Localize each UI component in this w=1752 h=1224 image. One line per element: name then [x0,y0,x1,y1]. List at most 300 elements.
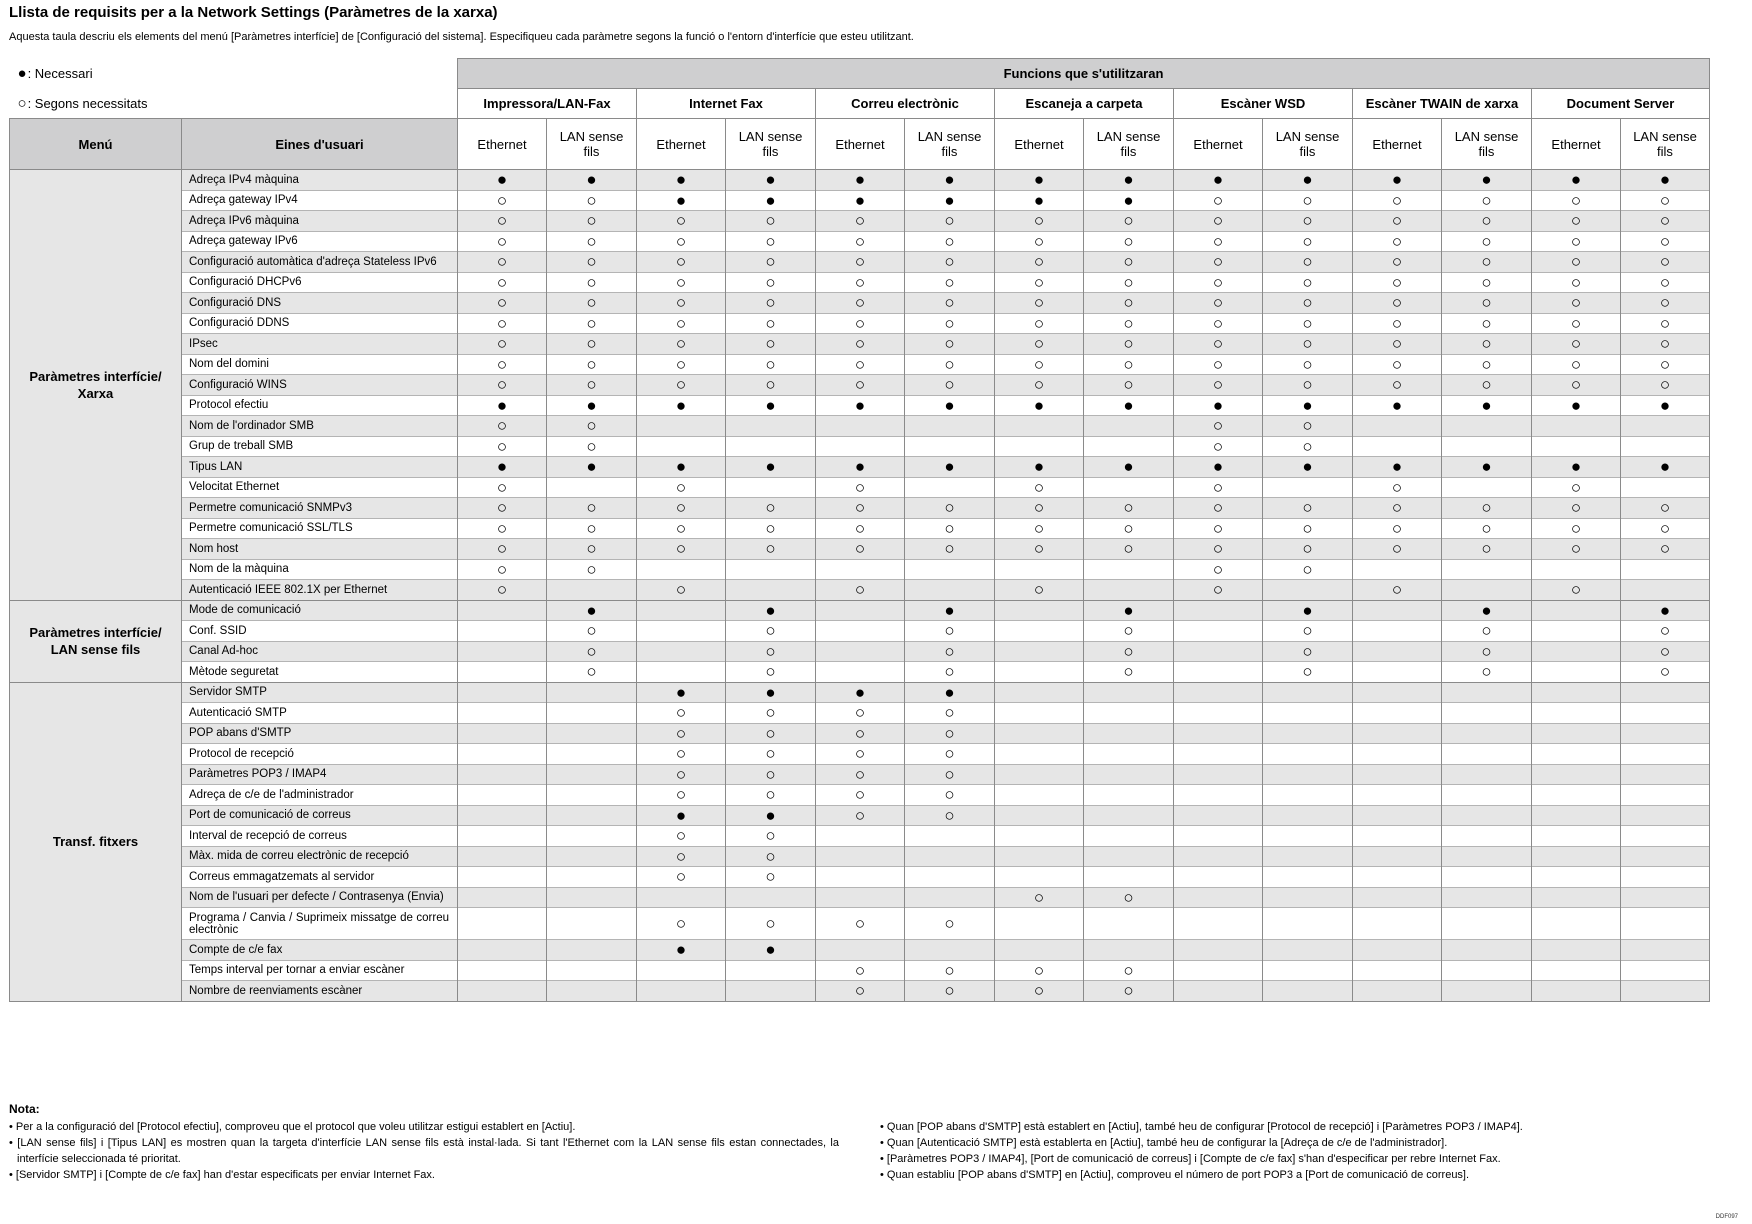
tool-cell: Adreça de c/e de l'administrador [182,785,458,806]
empty-cell [1621,867,1710,888]
empty-cell [1263,723,1353,744]
document-code: DDF097 [1715,1214,1738,1220]
function-header: Escàner WSD [1174,89,1353,119]
tool-cell: Nom de l'usuari per defecte / Contrasenya (Envia) [182,887,458,908]
optional-mark: ○ [905,313,995,334]
required-mark: ● [1263,170,1353,191]
empty-cell [995,621,1084,642]
optional-mark: ○ [637,580,726,601]
optional-mark: ○ [637,826,726,847]
empty-cell [547,703,637,724]
empty-cell [1174,621,1263,642]
optional-mark: ○ [637,211,726,232]
ethernet-subheader: Ethernet [458,119,547,170]
optional-mark: ○ [1353,518,1442,539]
optional-mark: ○ [816,313,905,334]
required-mark: ● [905,600,995,621]
empty-cell [1353,416,1442,437]
optional-mark: ○ [1084,252,1174,273]
optional-mark: ○ [1174,539,1263,560]
optional-mark: ○ [905,641,995,662]
optional-mark: ○ [905,252,995,273]
empty-cell [816,600,905,621]
optional-mark: ○ [1532,272,1621,293]
tool-cell: Màx. mida de correu electrònic de recepció [182,846,458,867]
optional-mark: ○ [1084,621,1174,642]
empty-cell [458,805,547,826]
empty-cell [1353,785,1442,806]
optional-mark: ○ [905,723,995,744]
optional-mark: ○ [726,272,816,293]
optional-mark: ○ [637,518,726,539]
empty-cell [1084,477,1174,498]
empty-cell [1084,908,1174,940]
empty-cell [1621,805,1710,826]
optional-mark: ○ [1353,580,1442,601]
notes-right-column [880,1119,1700,1183]
menu-column-header: Menú [10,119,182,170]
tool-cell: IPsec [182,334,458,355]
empty-cell [547,805,637,826]
optional-mark: ○ [1621,211,1710,232]
tool-cell: Conf. SSID [182,621,458,642]
table-row [10,805,1710,826]
empty-cell [1532,846,1621,867]
optional-mark: ○ [1532,518,1621,539]
empty-cell [905,940,995,961]
ethernet-subheader: Ethernet [816,119,905,170]
empty-cell [726,887,816,908]
table-row [10,940,1710,961]
empty-cell [1532,960,1621,981]
ethernet-subheader: Ethernet [995,119,1084,170]
table-row [10,621,1710,642]
optional-mark: ○ [458,313,547,334]
table-row [10,723,1710,744]
empty-cell [1532,908,1621,940]
optional-mark: ○ [726,375,816,396]
optional-mark: ○ [1532,231,1621,252]
required-mark: ● [995,457,1084,478]
tool-cell: Configuració DDNS [182,313,458,334]
empty-cell [1084,805,1174,826]
empty-cell [726,477,816,498]
required-mark: ● [1084,600,1174,621]
empty-cell [1621,477,1710,498]
function-header: Impressora/LAN-Fax [458,89,637,119]
empty-cell [637,600,726,621]
optional-mark: ○ [1174,272,1263,293]
optional-mark: ○ [816,908,905,940]
empty-cell [1621,764,1710,785]
optional-mark: ○ [637,723,726,744]
empty-cell [1174,867,1263,888]
optional-mark: ○ [1353,293,1442,314]
optional-mark: ○ [1174,354,1263,375]
empty-cell [816,867,905,888]
optional-mark: ○ [1353,498,1442,519]
table-row [10,375,1710,396]
optional-mark: ○ [995,293,1084,314]
optional-mark: ○ [1621,313,1710,334]
required-mark: ● [1174,457,1263,478]
empty-cell [1084,867,1174,888]
required-mark: ● [816,190,905,211]
optional-mark: ○ [1353,539,1442,560]
optional-mark: ○ [726,641,816,662]
tool-cell: Interval de recepció de correus [182,826,458,847]
optional-mark: ○ [905,539,995,560]
optional-mark: ○ [1532,293,1621,314]
empty-cell [995,641,1084,662]
ethernet-subheader: Ethernet [637,119,726,170]
required-mark: ● [1442,457,1532,478]
optional-mark: ○ [1532,477,1621,498]
empty-cell [1532,826,1621,847]
optional-mark: ○ [1532,313,1621,334]
optional-mark: ○ [1353,354,1442,375]
wireless-lan-subheader: LAN sense fils [1263,119,1353,170]
empty-cell [995,846,1084,867]
optional-mark: ○ [637,764,726,785]
tool-cell: Nombre de reenviaments escàner [182,981,458,1002]
optional-mark: ○ [1174,313,1263,334]
optional-mark: ○ [1442,334,1532,355]
empty-cell [1353,641,1442,662]
optional-mark: ○ [995,477,1084,498]
empty-cell [1532,682,1621,703]
required-mark: ● [637,940,726,961]
empty-cell [1442,477,1532,498]
empty-cell [458,960,547,981]
empty-cell [1263,826,1353,847]
optional-mark: ○ [637,231,726,252]
empty-cell [1621,559,1710,580]
optional-mark: ○ [1442,662,1532,683]
optional-mark: ○ [1442,539,1532,560]
empty-cell [637,960,726,981]
optional-mark: ○ [1174,334,1263,355]
empty-cell [547,826,637,847]
optional-mark: ○ [816,723,905,744]
optional-mark: ○ [726,826,816,847]
empty-cell [1621,744,1710,765]
required-mark: ● [816,170,905,191]
ethernet-subheader: Ethernet [1174,119,1263,170]
optional-mark: ○ [458,231,547,252]
optional-mark: ○ [726,231,816,252]
optional-mark: ○ [726,211,816,232]
wireless-lan-subheader: LAN sense fils [1084,119,1174,170]
optional-mark: ○ [1084,981,1174,1002]
tool-cell: Autenticació IEEE 802.1X per Ethernet [182,580,458,601]
empty-cell [905,477,995,498]
tool-cell: Grup de treball SMB [182,436,458,457]
optional-mark: ○ [995,518,1084,539]
optional-mark: ○ [547,375,637,396]
wireless-lan-subheader: LAN sense fils [547,119,637,170]
ethernet-subheader: Ethernet [1532,119,1621,170]
required-mark: ● [1532,170,1621,191]
optional-mark: ○ [816,744,905,765]
required-mark: ● [816,682,905,703]
required-mark: ● [1621,395,1710,416]
required-mark: ● [1442,170,1532,191]
table-row [10,211,1710,232]
tool-cell: Configuració DHCPv6 [182,272,458,293]
empty-cell [816,436,905,457]
empty-cell [1442,559,1532,580]
empty-cell [816,887,905,908]
optional-mark: ○ [995,313,1084,334]
empty-cell [995,682,1084,703]
optional-mark: ○ [547,190,637,211]
optional-mark: ○ [547,621,637,642]
empty-cell [1174,641,1263,662]
optional-mark: ○ [1442,211,1532,232]
optional-mark: ○ [995,539,1084,560]
empty-cell [1442,826,1532,847]
empty-cell [1353,960,1442,981]
optional-mark: ○ [547,518,637,539]
optional-mark: ○ [458,498,547,519]
table-row [10,826,1710,847]
empty-cell [1532,723,1621,744]
empty-cell [905,559,995,580]
empty-cell [726,960,816,981]
table-row [10,518,1710,539]
required-mark: ● [1084,170,1174,191]
empty-cell [547,981,637,1002]
optional-mark: ○ [905,662,995,683]
note-item: • Quan establiu [POP abans d'SMTP] en [Actiu], comproveu el número de port POP3 a [Port de comunicació de correus]. [880,1169,1470,1181]
optional-mark: ○ [458,252,547,273]
empty-cell [1442,723,1532,744]
optional-mark: ○ [995,354,1084,375]
note-item: • Quan [POP abans d'SMTP] està establert en [Actiu], també heu de configurar [Protocol de recepció] i [Paràmetres POP3 / IMAP4]. [880,1121,1523,1133]
optional-mark: ○ [905,211,995,232]
empty-cell [1084,682,1174,703]
optional-mark: ○ [816,211,905,232]
optional-mark: ○ [905,785,995,806]
empty-cell [1353,703,1442,724]
optional-mark: ○ [458,293,547,314]
optional-mark: ○ [816,231,905,252]
empty-cell [1442,436,1532,457]
optional-mark: ○ [547,436,637,457]
optional-mark: ○ [1532,211,1621,232]
empty-cell [1621,416,1710,437]
optional-mark: ○ [816,293,905,314]
optional-mark: ○ [905,375,995,396]
optional-mark: ○ [1621,375,1710,396]
table-row [10,436,1710,457]
optional-mark: ○ [458,436,547,457]
empty-cell [1263,940,1353,961]
empty-cell [1532,416,1621,437]
tool-cell: Adreça gateway IPv6 [182,231,458,252]
table-row [10,457,1710,478]
optional-mark: ○ [995,211,1084,232]
empty-cell [1532,764,1621,785]
required-mark: ● [637,190,726,211]
empty-cell [1263,764,1353,785]
empty-cell [458,846,547,867]
required-mark: ● [1084,190,1174,211]
optional-mark: ○ [1263,334,1353,355]
empty-cell [1263,960,1353,981]
functions-header: Funcions que s'utilitzaran [458,59,1710,89]
empty-cell [816,940,905,961]
optional-mark: ○ [726,621,816,642]
empty-cell [1263,867,1353,888]
optional-mark: ○ [637,539,726,560]
empty-cell [1084,826,1174,847]
empty-cell [1353,600,1442,621]
tool-cell: Compte de c/e fax [182,940,458,961]
empty-cell [1353,662,1442,683]
empty-cell [1084,580,1174,601]
page-subtitle: Aquesta taula descriu els elements del menú [Paràmetres interfície] de [Configuració del sistema]. Especifiqueu cada paràmetre segons la funció o l'entorn d'interfície que esteu utilitzant. [9,31,914,43]
required-mark: ● [1621,170,1710,191]
optional-mark: ○ [816,539,905,560]
empty-cell [1353,826,1442,847]
empty-cell [1442,887,1532,908]
optional-mark: ○ [1174,252,1263,273]
tool-cell: Adreça IPv4 màquina [182,170,458,191]
optional-mark: ○ [547,641,637,662]
empty-cell [637,887,726,908]
empty-cell [816,826,905,847]
optional-mark: ○ [995,272,1084,293]
empty-cell [995,826,1084,847]
optional-mark: ○ [1263,211,1353,232]
table-row [10,477,1710,498]
required-mark: ● [547,170,637,191]
required-mark: ● [547,600,637,621]
empty-cell [1353,887,1442,908]
optional-mark: ○ [1442,190,1532,211]
optional-mark: ○ [637,313,726,334]
empty-cell [1174,981,1263,1002]
required-mark: ● [1353,170,1442,191]
required-mark: ● [905,190,995,211]
empty-cell [1263,744,1353,765]
optional-mark: ○ [995,334,1084,355]
optional-mark: ○ [1442,293,1532,314]
optional-mark: ○ [458,190,547,211]
empty-cell [995,764,1084,785]
optional-mark: ○ [458,416,547,437]
optional-mark: ○ [816,764,905,785]
optional-mark: ○ [726,867,816,888]
empty-cell [458,723,547,744]
optional-mark: ○ [1263,190,1353,211]
optional-mark: ○ [905,805,995,826]
optional-mark: ○ [547,293,637,314]
empty-cell [1621,981,1710,1002]
optional-mark: ○ [816,477,905,498]
empty-cell [1621,908,1710,940]
empty-cell [1353,908,1442,940]
required-mark: ● [637,395,726,416]
empty-cell [547,477,637,498]
empty-cell [1084,723,1174,744]
optional-mark: ○ [637,334,726,355]
empty-cell [1442,744,1532,765]
optional-mark: ○ [1263,416,1353,437]
empty-cell [1263,785,1353,806]
optional-mark: ○ [995,981,1084,1002]
optional-mark: ○ [1084,641,1174,662]
table-row [10,887,1710,908]
empty-cell [1174,960,1263,981]
optional-mark: ○ [458,272,547,293]
optional-mark: ○ [1084,211,1174,232]
table-row [10,641,1710,662]
optional-mark: ○ [1353,334,1442,355]
required-mark: ● [1353,457,1442,478]
optional-mark: ○ [1263,375,1353,396]
optional-mark: ○ [1084,960,1174,981]
empty-cell [1174,703,1263,724]
required-mark: ● [637,170,726,191]
empty-cell [1621,703,1710,724]
empty-cell [995,785,1084,806]
optional-mark: ○ [905,621,995,642]
menu-group-cell: Transf. fitxers [10,682,182,1001]
optional-mark: ○ [816,334,905,355]
optional-mark: ○ [547,313,637,334]
empty-cell [1353,559,1442,580]
required-mark: ● [726,170,816,191]
optional-mark: ○ [637,498,726,519]
empty-cell [458,682,547,703]
required-mark: ● [1084,457,1174,478]
empty-cell [1442,682,1532,703]
tool-cell: Correus emmagatzemats al servidor [182,867,458,888]
table-row [10,416,1710,437]
empty-cell [1263,682,1353,703]
empty-cell [1174,887,1263,908]
tool-cell: Permetre comunicació SNMPv3 [182,498,458,519]
required-mark: ● [726,600,816,621]
optional-mark: ○ [1353,313,1442,334]
optional-mark: ○ [1174,498,1263,519]
table-row [10,231,1710,252]
empty-cell [1263,580,1353,601]
optional-mark: ○ [726,354,816,375]
optional-mark: ○ [458,211,547,232]
optional-mark: ○ [1084,539,1174,560]
optional-mark: ○ [905,293,995,314]
function-header: Escaneja a carpeta [995,89,1174,119]
optional-mark: ○ [816,981,905,1002]
optional-mark: ○ [1621,662,1710,683]
optional-mark: ○ [1263,293,1353,314]
required-mark: ● [726,682,816,703]
empty-cell [1353,621,1442,642]
empty-cell [1532,805,1621,826]
tool-cell: Mètode seguretat [182,662,458,683]
optional-mark: ○ [816,272,905,293]
optional-mark: ○ [1174,190,1263,211]
tool-cell: Nom de l'ordinador SMB [182,416,458,437]
legend-optional: ○: Segons necessitats [17,94,148,112]
optional-mark: ○ [547,272,637,293]
optional-mark: ○ [905,334,995,355]
optional-mark: ○ [458,539,547,560]
